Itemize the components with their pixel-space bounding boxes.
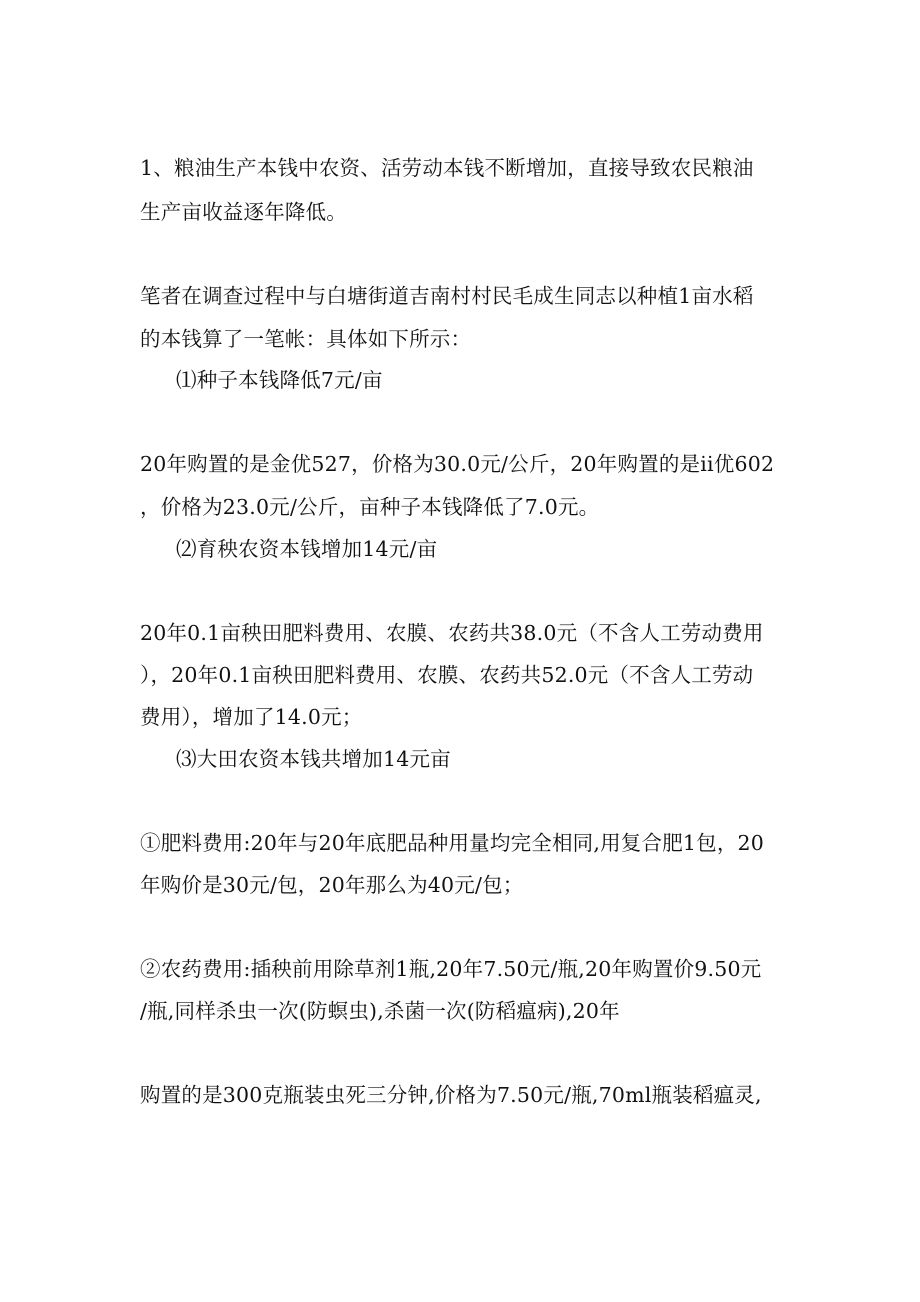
paragraph-5-line-1: ①肥料费用:20年与20年底肥品种用量均完全相同,用复合肥1包，20 (140, 831, 765, 855)
paragraph-1-line-1: 1、粮油生产本钱中农资、活劳动本钱不断增加，直接导致农民粮油 (140, 156, 754, 180)
paragraph-4-line-1: 20年0.1亩秧田肥料费用、农膜、农药共38.0元（不含人工劳动费用 (140, 621, 764, 645)
paragraph-2-line-2: 的本钱算了一笔帐：具体如下所示： (140, 327, 472, 351)
section-3-heading: ⑶大田农资本钱共增加14元亩 (176, 747, 451, 771)
paragraph-1-line-2: 生产亩收益逐年降低。 (140, 200, 347, 224)
paragraph-3-line-2: ，价格为23.0元/公斤，亩种子本钱降低了7.0元。 (140, 495, 600, 519)
paragraph-7-line-1: 购置的是300克瓶装虫死三分钟,价格为7.50元/瓶,70ml瓶装稻瘟灵, (140, 1083, 762, 1107)
section-1-heading: ⑴种子本钱降低7元/亩 (176, 368, 383, 392)
paragraph-6-line-1: ②农药费用:插秧前用除草剂1瓶,20年7.50元/瓶,20年购置价9.50元 (140, 957, 762, 981)
paragraph-3-line-1: 20年购置的是金优527，价格为30.0元/公斤，20年购置的是ii优602 (140, 452, 775, 476)
section-2-heading: ⑵育秧农资本钱增加14元/亩 (176, 537, 438, 561)
paragraph-4-line-3: 费用），增加了14.0元； (140, 705, 363, 729)
paragraph-2-line-1: 笔者在调查过程中与白塘街道吉南村村民毛成生同志以种植1亩水稻 (140, 284, 754, 308)
paragraph-6-line-2: /瓶,同样杀虫一次(防螟虫),杀菌一次(防稻瘟病),20年 (140, 999, 620, 1023)
paragraph-5-line-2: 年购价是30元/包，20年那么为40元/包； (140, 873, 524, 897)
paragraph-4-line-2: ），20年0.1亩秧田肥料费用、农膜、农药共52.0元（不含人工劳动 (140, 663, 754, 687)
